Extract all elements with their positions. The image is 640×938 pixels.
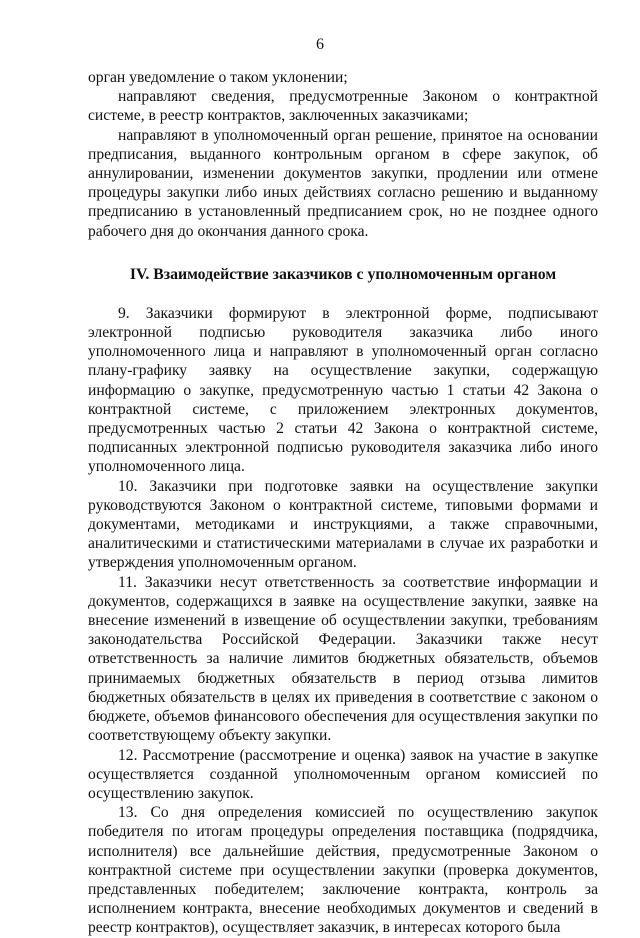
paragraph-continuation: орган уведомление о таком уклонении; [88,69,348,86]
paragraph-item-12: 12. Рассмотрение (рассмотрение и оценка) заявок на участие в закупке осуществляется созданной уполномоченным органом комиссией по осуществлению закупок. [88,746,598,802]
paragraph-item-10: 10. Заказчики при подготовке заявки на осуществление закупки руководствуются Законом о контрактной системе, типовыми формами и документами, методиками и инструкциями, а также справочными, аналитическими и статистическими материалами в случае их разработки и утверждения уполномоченным органом. [88,477,598,572]
paragraph-item-13: 13. Со дня определения комиссией по осуществлению закупок победителя по итогам процедуры определения поставщика (подрядчика, исполнителя) все дальнейшие действия, предусмотренные Законом о контрактной системе при осуществлении закупки (проверка документов, представленных победителем; заключение контракта, контроль за исполнением контракта, внесение необходимых документов и сведений в реестр контрактов), осуществляет заказчик, в интересах которого была [88,804,598,937]
paragraph-control-decision: направляют в уполномоченный орган решение, принятое на основании предписания, выданного контрольным органом в сфере закупок, об аннулировании, изменении документов закупки, продлении или отмене процедуры закупки либо иных действиях согласно решению и выданному предписанию в установленный предписанием срок, но не позднее одного рабочего дня до окончания данного срока. [88,126,598,240]
paragraph-register-info: направляют сведения, предусмотренные Законом о контрактной системе, в реестр контрактов, заключенных заказчиками; [88,88,598,125]
page-number: 6 [316,36,324,53]
document-body [88,68,598,938]
paragraph-item-9: 9. Заказчики формируют в электронной форме, подписывают электронной подписью руководителя заказчика либо иного уполномоченного лица и направляют в уполномоченный орган согласно плану-графику заявку на осуществление закупки, содержащую информацию о закупке, предусмотренную частью 1 статьи 42 Закона о контрактной системе, с приложением электронных документов, предусмотренных частью 2 статьи 42 Закона о контрактной системе, подписанных электронной подписью руководителя заказчика либо иного уполномоченного лица. [88,304,598,476]
section-heading: IV. Взаимодействие заказчиков с уполномоченным органом [129,265,557,283]
paragraph-item-11: 11. Заказчики несут ответственность за соответствие информации и документов, содержащихся в заявке на осуществление закупки, заявке на внесение изменений в извещение об осуществлении закупки, требованиям законодательства Российской Федерации. Заказчики также несут ответственность за наличие лимитов бюджетных обязательств, объемов принимаемых бюджетных обязательств в период отзыва лимитов бюджетных обязательств в целях их приведения в соответствие с законом о бюджете, объемов финансового обеспечения для осуществления закупки по соответствующему объекту закупки. [88,573,598,745]
